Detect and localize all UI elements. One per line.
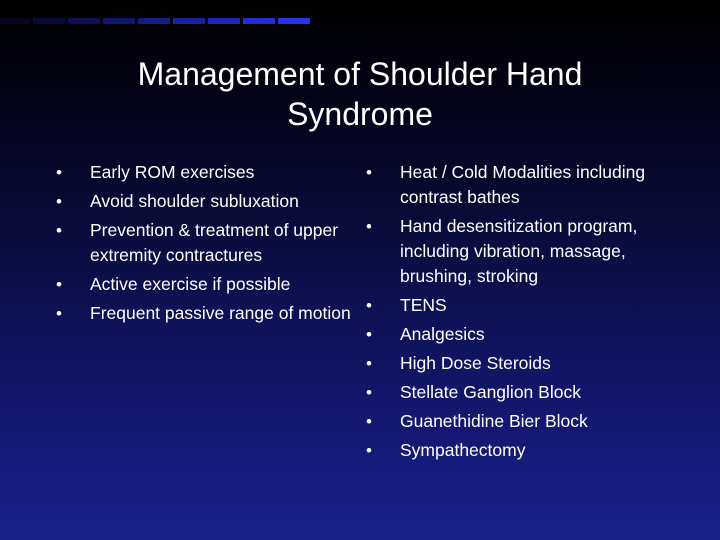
bullet-icon: • [366,441,372,460]
decorative-top-bar [0,18,330,27]
left-bullet-list [56,160,356,330]
list-item-text: High Dose Steroids [400,353,551,373]
bullet-icon: • [56,304,62,323]
list-item-text: Active exercise if possible [90,274,291,294]
list-item [366,380,666,405]
list-item [366,160,666,210]
list-item [366,351,666,376]
list-item [366,322,666,347]
bullet-icon: • [366,217,372,236]
bar-segment [208,18,240,24]
bar-segment [0,18,30,24]
list-item [56,218,356,268]
bar-segment [243,18,275,24]
bar-segment [68,18,100,24]
right-bullet-list [366,160,666,467]
bullet-icon: • [366,383,372,402]
list-item-text: Heat / Cold Modalities including contrast bathes [400,162,646,207]
slide-title [60,54,660,134]
list-item [56,301,356,326]
bullet-icon: • [366,325,372,344]
list-item [366,214,666,289]
bullet-icon: • [366,296,372,315]
bar-segment [173,18,205,24]
list-item [56,189,356,214]
bar-segment [33,18,65,24]
bullet-icon: • [366,163,372,182]
list-item-text: TENS [400,295,447,315]
list-item [366,409,666,434]
list-item-text: Avoid shoulder subluxation [90,191,299,211]
list-item-text: Guanethidine Bier Block [400,411,588,431]
bullet-icon: • [56,275,62,294]
bar-segment [138,18,170,24]
list-item [366,438,666,463]
slide-title-line-2: Syndrome [287,96,433,132]
bullet-icon: • [366,354,372,373]
list-item-text: Sympathectomy [400,440,526,460]
bullet-icon: • [56,221,62,240]
list-item [56,160,356,185]
bar-segment [103,18,135,24]
bullet-icon: • [56,163,62,182]
list-item-text: Stellate Ganglion Block [400,382,581,402]
bar-segment [278,18,310,24]
list-item [366,293,666,318]
list-item-text: Hand desensitization program, including vibration, massage, brushing, stroking [400,216,638,286]
slide-title-line-1: Management of Shoulder Hand [137,56,583,92]
list-item-text: Analgesics [400,324,485,344]
list-item-text: Early ROM exercises [90,162,255,182]
list-item-text: Frequent passive range of motion [90,303,351,323]
list-item [56,272,356,297]
bullet-icon: • [366,412,372,431]
bullet-icon: • [56,192,62,211]
list-item-text: Prevention & treatment of upper extremity contractures [90,220,339,265]
